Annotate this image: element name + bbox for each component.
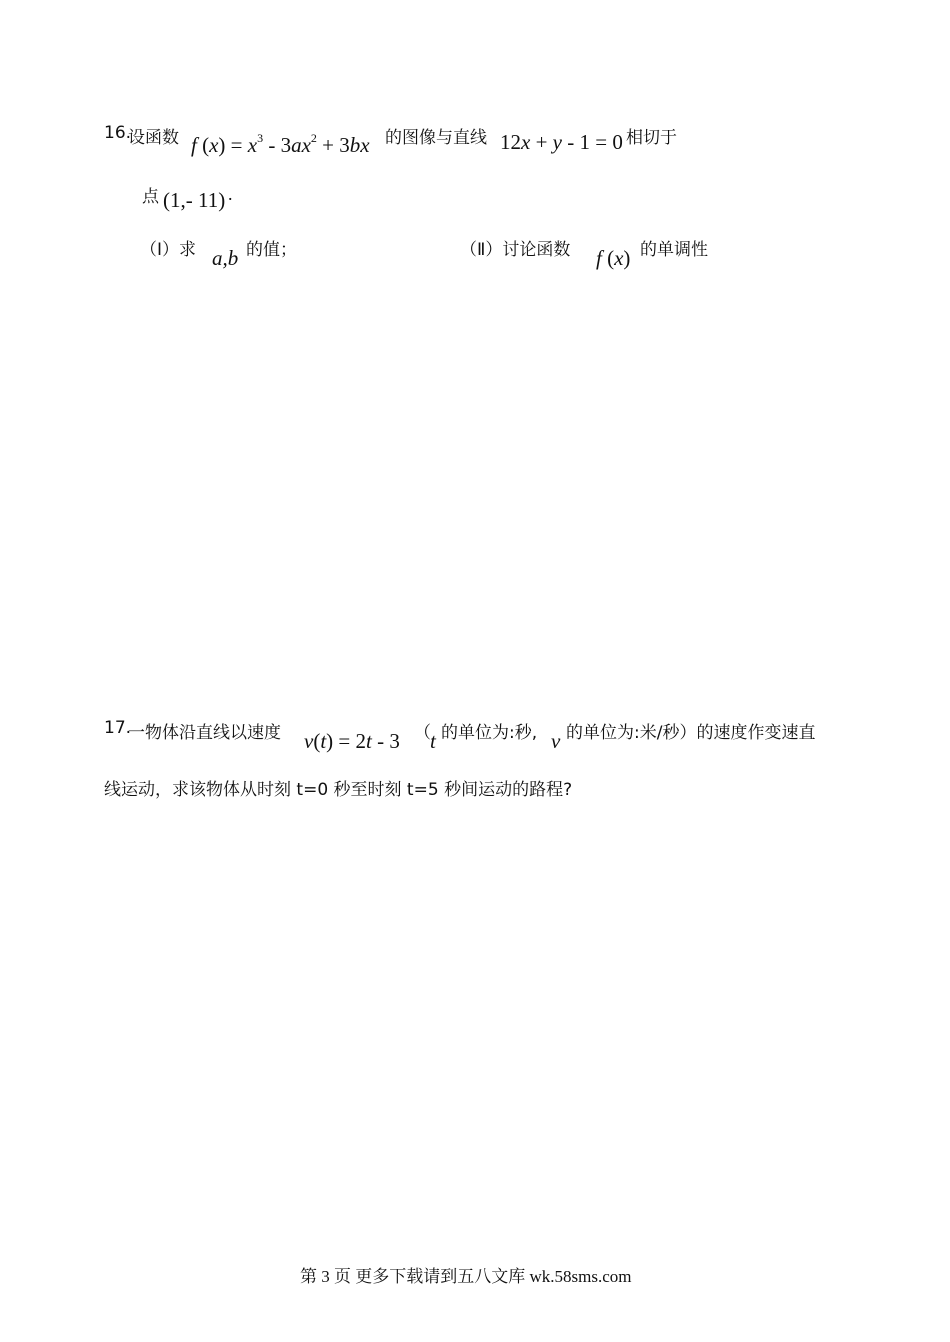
q16-part1-vars: a,b [212, 246, 239, 270]
q16-line-formula: 12x + y - 1 = 0 [500, 130, 623, 154]
q16-number: 16. [104, 123, 132, 143]
q17-t-unit: 的单位为:秒, [441, 723, 538, 743]
q16-part1-label: （Ⅰ）求 [140, 240, 197, 260]
q16-part2-label: （Ⅱ）讨论函数 [460, 240, 571, 260]
q16-part2-func: f (x) [596, 246, 631, 270]
q16-function-formula: f $(x) = x^3 - 3ax^2 + 3bx$ [191, 131, 370, 157]
q16-part2-end: 的单调性 [640, 240, 708, 260]
q17-velocity-formula: v(t) = 2t - 3 [304, 729, 400, 753]
q17-number: 17. [104, 718, 132, 738]
page-footer: 第 3 页 更多下载请到五八文库 wk.58sms.com [300, 1267, 632, 1286]
q16-intro: 设函数 [128, 128, 179, 148]
q16-point: (1,- 11) [163, 188, 226, 212]
q17-v-var: v [551, 729, 561, 753]
q17-intro: 一物体沿直线以速度 [128, 723, 281, 743]
q16-end-text: 相切于 [626, 128, 677, 148]
q16-point-label: 点 [142, 187, 159, 207]
q17-v-unit: 的单位为:米/秒）的速度作变速直 [566, 723, 816, 743]
q16-period: . [228, 184, 233, 204]
q17-t-var: t [430, 729, 436, 753]
q17-paren-open: （ [414, 723, 431, 743]
q16-mid-text: 的图像与直线 [385, 128, 487, 148]
q16-part1-end: 的值； [246, 240, 297, 260]
q17-line2: 线运动，求该物体从时刻 t=0 秒至时刻 t=5 秒间运动的路程? [104, 780, 573, 800]
